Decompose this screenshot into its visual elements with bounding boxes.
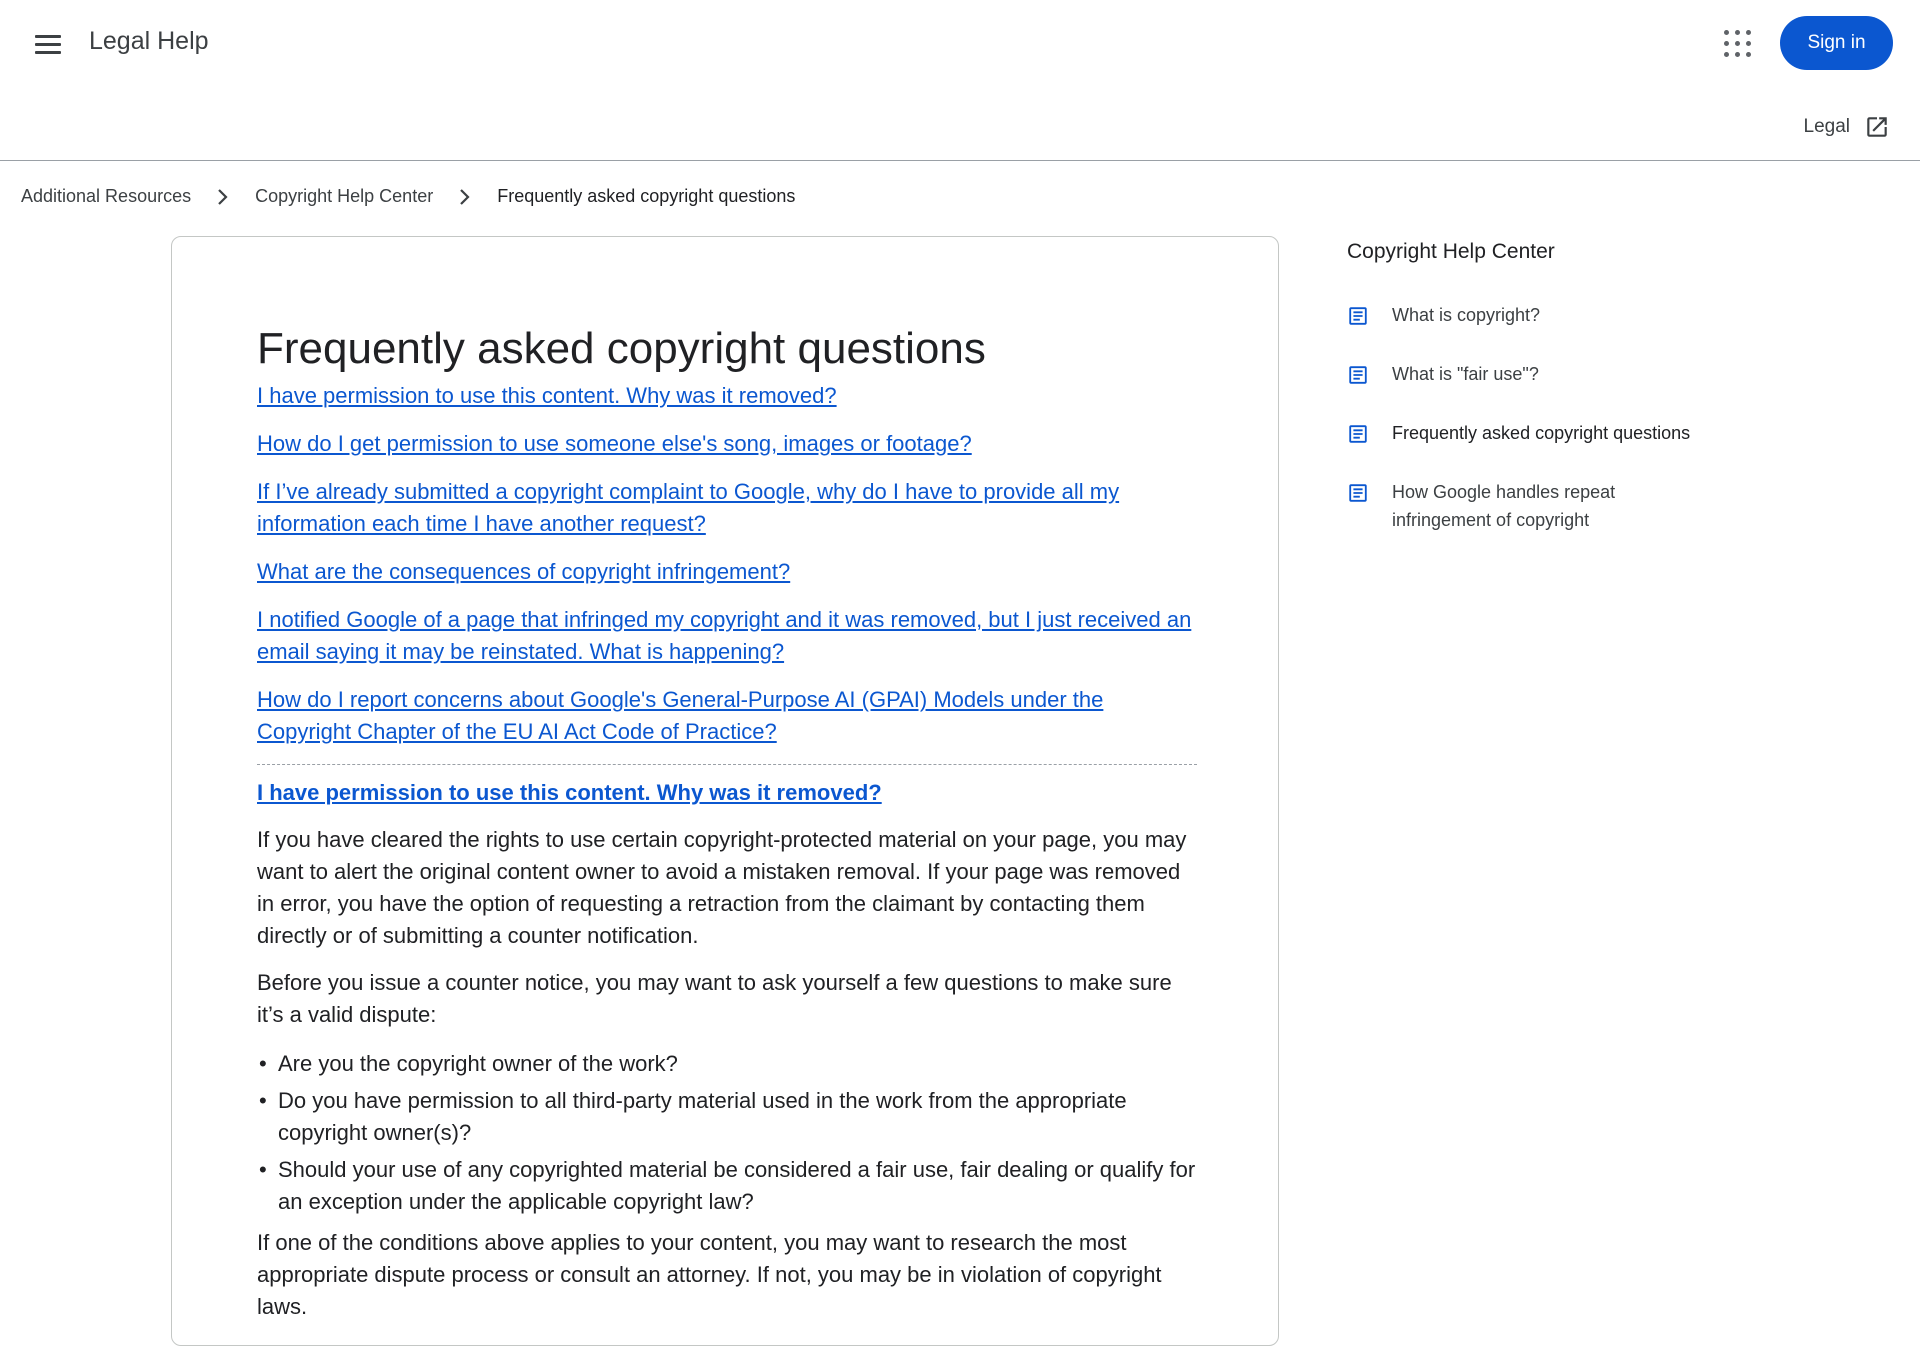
open-in-new-icon: [1864, 114, 1890, 140]
question-list: [257, 1048, 1197, 1218]
top-bar: [0, 0, 1920, 88]
chevron-right-icon: [458, 188, 472, 206]
document-icon: [1347, 364, 1369, 386]
sidebar-item-repeat-infringement[interactable]: [1347, 481, 1887, 534]
breadcrumb-additional-resources[interactable]: Additional Resources: [21, 186, 192, 206]
table-of-contents: [257, 380, 1197, 748]
toc-link[interactable]: I notified Google of a page that infringed my copyright and it was removed, but I just received an email saying it may be reinstated. What is happening?: [257, 607, 1192, 664]
sidebar-item-what-is-copyright[interactable]: [1347, 304, 1887, 327]
sign-in-button[interactable]: Sign in: [1780, 16, 1893, 70]
list-item: • Are you the copyright owner of the work?: [278, 1048, 1197, 1080]
secondary-bar: [0, 88, 1920, 161]
document-icon: [1347, 423, 1369, 445]
breadcrumb-copyright-help-center[interactable]: Copyright Help Center: [255, 186, 434, 206]
app-title[interactable]: Legal Help: [89, 27, 209, 55]
sidebar-item-faq[interactable]: [1347, 422, 1887, 445]
hamburger-menu-icon[interactable]: [30, 28, 66, 60]
sidebar-item-label: How Google handles repeat infringement of copyright: [1392, 482, 1616, 530]
article-content: [257, 318, 1197, 1323]
legal-link-label: Legal: [1803, 116, 1850, 137]
page-title: Frequently asked copyright questions: [257, 324, 986, 373]
paragraph: If one of the conditions above applies to your content, you may want to research the most appropriate dispute process or consult an attorney. If not, you may be in violation of copyright laws.: [257, 1230, 1162, 1319]
paragraph: If you have cleared the rights to use certain copyright-protected material on your page, you may want to alert the original content owner to avoid a mistaken removal. If your page was removed in error, you have the option of requesting a retraction from the claimant by contacting them directly or of submitting a counter notification.: [257, 827, 1187, 948]
toc-link[interactable]: If I’ve already submitted a copyright complaint to Google, why do I have to provide all my information each time I have another request?: [257, 479, 1120, 536]
list-item: • Should your use of any copyrighted material be considered a fair use, fair dealing or qualify for an exception under the applicable copyright law?: [278, 1154, 1197, 1218]
toc-link[interactable]: How do I get permission to use someone else's song, images or footage?: [257, 431, 972, 456]
paragraph: Before you issue a counter notice, you may want to ask yourself a few questions to make sure it’s a valid dispute:: [257, 970, 1172, 1027]
sidebar-item-fair-use[interactable]: [1347, 363, 1887, 386]
document-icon: [1347, 305, 1369, 327]
sidebar-item-label: What is copyright?: [1392, 305, 1541, 325]
breadcrumb: [21, 186, 795, 207]
sidebar-item-label: What is "fair use"?: [1392, 364, 1539, 384]
legal-link[interactable]: [1804, 114, 1891, 140]
google-apps-icon[interactable]: [1720, 26, 1756, 62]
divider: [257, 764, 1197, 765]
sidebar: [1347, 236, 1887, 534]
breadcrumb-current: Frequently asked copyright questions: [497, 186, 796, 206]
list-item: • Do you have permission to all third-party material used in the work from the appropriate copyright owner(s)?: [278, 1085, 1197, 1149]
section-title-link[interactable]: I have permission to use this content. Why was it removed?: [257, 780, 882, 805]
toc-link[interactable]: What are the consequences of copyright infringement?: [257, 559, 791, 584]
sidebar-title: Copyright Help Center: [1347, 240, 1555, 263]
toc-link[interactable]: How do I report concerns about Google's General-Purpose AI (GPAI) Models under the Copyright Chapter of the EU AI Act Code of Practice?: [257, 687, 1104, 744]
chevron-right-icon: [216, 188, 230, 206]
document-icon: [1347, 482, 1369, 504]
toc-link[interactable]: I have permission to use this content. Why was it removed?: [257, 383, 837, 408]
sidebar-item-label: Frequently asked copyright questions: [1392, 423, 1691, 443]
